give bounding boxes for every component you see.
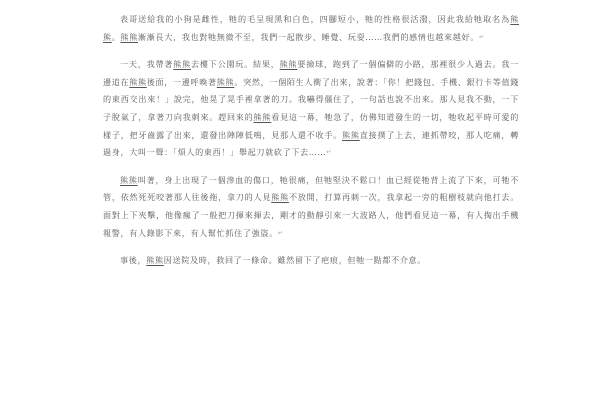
text-run: 直接撲了上去，連抓帶咬，那人吃痛，轉過身，大叫一聲：「煩人的東西！」舉起刀就砍了下去…… <box>103 129 519 158</box>
underlined-keyword: 熊熊 <box>173 59 191 70</box>
document-text-column <box>103 11 519 270</box>
text-run: 表哥送給我的小狗是雌性，牠的毛呈現黑和白色，四腳短小，牠的性格很活潑，因此我給牠取名為 <box>120 14 511 24</box>
paragraph-2 <box>103 56 519 162</box>
underlined-keyword: 熊熊 <box>129 76 147 87</box>
text-run: 後面，一邊呼喚著 <box>146 76 217 87</box>
paragraph-mark: ↵ <box>277 228 284 237</box>
underlined-keyword: 熊熊 <box>120 31 138 42</box>
text-run: 要撿球，跑到了一個偏僻的小路，那裡很少人過去。我一邊追在 <box>103 59 519 87</box>
paragraph-1 <box>103 11 519 46</box>
text-run: 叫著，身上出現了一個滲血的傷口，牠很痛，但牠堅決不鬆口！血已經從牠背上流了下來，可牠不管，依然死死咬著那人往後拖，拿刀的人見 <box>103 174 519 203</box>
underlined-keyword: 熊熊 <box>342 129 360 140</box>
text-run: 一天，我帶著 <box>120 59 174 70</box>
underlined-keyword: 熊熊 <box>146 255 164 266</box>
text-run: 不放開，打算再刺一次，我拿起一旁的粗樹枝就向他打去。面對上下夾擊，他像瘋了一般把刀揮來揮去，剛才的動靜引來一大波路人，他們看見這一幕，有人掏出手機報警，有人錄影下來，有人幫忙抓住了強盜。 <box>103 192 520 238</box>
underlined-keyword: 熊熊 <box>120 174 138 185</box>
text-run: 因送院及時，救回了一條命。雖然留下了疤痕，但牠一點都不介意。 <box>163 255 427 266</box>
paragraph-3 <box>103 172 519 242</box>
text-run: 事後， <box>120 255 147 266</box>
underlined-keyword: 熊熊 <box>271 192 289 203</box>
underlined-keyword: 熊熊 <box>216 76 235 87</box>
text-run: 。突然，一個陌生人衝了出來，說著：「你！把錢包、手機、銀行卡等值錢的東西交出來！」說完，他晃了晃手裡拿著的刀。我嚇得僵住了，一句話也說不出來。那人見我不動，一下子脫氣了，拿著刀向我刺來。趕回來的 <box>103 76 520 122</box>
underlined-keyword: 熊熊 <box>103 14 519 42</box>
text-run: 看見這一幕，牠急了，仿佛知道發生的一切，牠收起平時可愛的樣子，把牙齒露了出來，還發出陣陣低鳴，見那人還不收手。 <box>103 111 519 140</box>
underlined-keyword: 熊熊 <box>279 59 298 70</box>
underlined-keyword: 熊熊 <box>253 111 272 122</box>
text-run: 去樓下公園玩。結果， <box>190 59 280 70</box>
paragraph-4 <box>103 252 519 270</box>
paragraph-mark: ↵ <box>326 148 332 157</box>
text-run: 。 <box>111 31 121 42</box>
text-run: 漸漸長大，我也對牠無微不至，我們一起散步、睡覺、玩耍……我們的感情也越來越好。 <box>138 31 480 42</box>
paragraph-mark: ↵ <box>479 32 485 41</box>
